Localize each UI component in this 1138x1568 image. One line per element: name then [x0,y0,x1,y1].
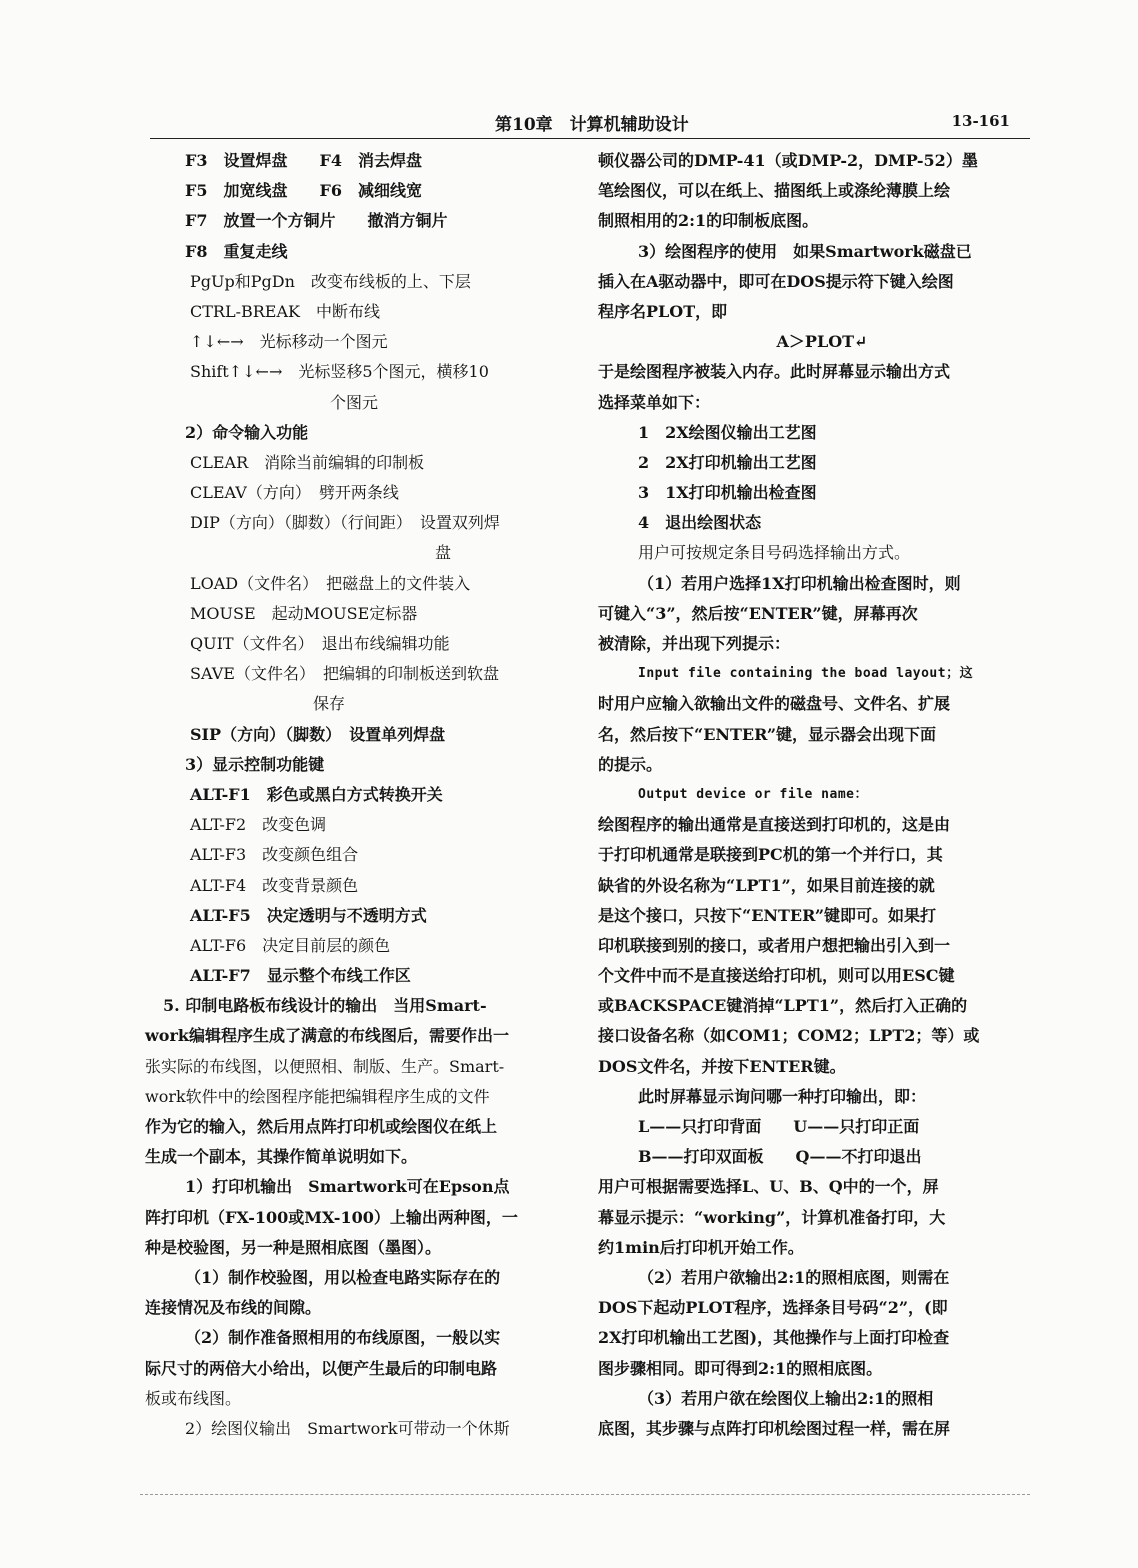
right-text-line: （1）若用户选择1X打印机输出检查图时，则 [638,573,961,593]
right-text-line: 用户可根据需要选择L、U、B、Q中的一个，屏 [598,1177,939,1197]
left-text-line: 板或布线图。 [145,1388,242,1408]
right-text-line: 选择菜单如下： [598,392,711,412]
right-column [598,146,1026,1444]
right-text-line: 制照相用的2:1的印制板底图。 [598,211,819,231]
left-text-line: ALT-F4 改变背景颜色 [190,875,359,895]
left-text-line: 作为它的输入，然后用点阵打印机或绘图仪在纸上 [145,1117,498,1136]
left-text-line: MOUSE 起动MOUSE定标器 [190,603,418,623]
left-text-line: 2）绘图仪输出 Smartwork可带动一个休斯 [185,1418,510,1438]
right-text-line: 3 1X打印机输出检查图 [638,483,817,503]
right-text-line: 接口设备名称（如COM1；COM2；LPT2；等）或 [598,1026,980,1046]
right-text-line: 2X打印机输出工艺图)，其他操作与上面打印检查 [598,1328,950,1348]
left-text-line: ALT-F7 显示整个布线工作区 [190,966,411,986]
left-text-line: ALT-F2 改变色调 [190,815,327,835]
left-text-line: ALT-F6 决定目前层的颜色 [190,935,391,955]
left-text-line: CTRL-BREAK 中断布线 [190,301,380,321]
left-text-line: 2）命令输入功能 [185,422,309,442]
right-text-line: 1 2X绘图仪输出工艺图 [638,422,817,442]
right-text-line: 个文件中而不是直接送给打印机，则可以用ESC键 [598,966,955,986]
page-header [150,104,1030,134]
left-text-line: DIP（方向）（脚数）（行间距） 设置双列焊 [190,513,500,533]
left-text-line: Shift↑↓←→ 光标竖移5个图元，横移10 [190,362,489,382]
left-text-line: ↑↓←→ 光标移动一个图元 [190,332,388,352]
right-text-line: 插入在A驱动器中，即可在DOS提示符下键入绘图 [598,271,954,291]
right-text-line: 时用户应输入欲输出文件的磁盘号、文件名、扩展 [598,694,951,714]
right-text-line: 底图，其步骤与点阵打印机绘图过程一样，需在屏 [598,1418,951,1438]
right-text-line: 于打印机通常是联接到PC机的第一个并行口，其 [598,845,943,865]
left-text-line: CLEAV（方向） 劈开两条线 [190,483,399,503]
left-column [145,146,573,1444]
left-text-line: 连接情况及布线的间隙。 [145,1298,322,1318]
left-text-line: F8 重复走线 [185,241,288,261]
page-number: 13-161 [951,112,1010,130]
left-text-line: 3）显示控制功能键 [185,754,325,774]
right-text-line: （3）若用户欲在绘图仪上输出2:1的照相 [638,1388,934,1408]
right-text-line: 幕显示提示：“working”，计算机准备打印，大 [598,1207,946,1227]
left-text-line: 个图元 [330,392,379,412]
header-rule [150,138,1030,139]
left-text-line: F5 加宽线盘 F6 减细线宽 [185,181,422,201]
left-text-line: QUIT（文件名） 退出布线编辑功能 [190,634,450,653]
left-text-line: work软件中的绘图程序能把编辑程序生成的文件 [145,1086,490,1106]
right-text-line: A＞PLOT↵ [776,332,868,352]
right-text-line: （2）若用户欲输出2:1的照相底图，则需在 [638,1267,950,1287]
right-text-line: B——打印双面板 Q——不打印退出 [638,1147,922,1167]
left-text-line: PgUp和PgDn 改变布线板的上、下层 [190,271,471,291]
left-text-line: SIP（方向）（脚数） 设置单列焊盘 [190,724,446,744]
left-text-line: LOAD（文件名） 把磁盘上的文件装入 [190,573,471,593]
right-text-line: 用户可按规定条目号码选择输出方式。 [638,543,911,563]
right-text-line: 程序名PLOT，即 [598,301,728,321]
right-text-line: 顿仪器公司的DMP-41（或DMP-2，DMP-52）墨 [598,151,978,170]
right-text-line: 是这个接口，只按下“ENTER”键即可。如果打 [598,905,937,925]
left-text-line: 盘 [435,543,452,563]
left-text-line: CLEAR 消除当前编辑的印制板 [190,452,425,472]
right-text-line: 图步骤相同。即可得到2:1的照相底图。 [598,1358,883,1378]
right-text-line: 绘图程序的输出通常是直接送到打印机的，这是由 [598,815,951,835]
chapter-title: 第10章 计算机辅助设计 [495,115,689,135]
right-text-line: 的提示。 [598,754,663,774]
right-text-line: Input file containing the boad layout；这 [638,666,974,682]
right-text-line: 名，然后按下“ENTER”键，显示器会出现下面 [598,724,937,744]
left-text-line: 5. 印制电路板布线设计的输出 当用Smart- [163,996,487,1016]
right-text-line: Output device or file name： [638,786,868,802]
right-text-line: 3）绘图程序的使用 如果Smartwork磁盘已 [638,241,972,261]
left-text-line: SAVE（文件名） 把编辑的印制板送到软盘 [190,664,499,684]
left-text-line: 生成一个副本，其操作简单说明如下。 [145,1147,418,1167]
right-text-line: DOS文件名，并按下ENTER键。 [598,1056,846,1076]
right-text-line: L——只打印背面 U——只打印正面 [638,1117,920,1136]
right-text-line: 或BACKSPACE键消掉“LPT1”，然后打入正确的 [598,996,968,1016]
right-text-line: 2 2X打印机输出工艺图 [638,452,817,472]
left-text-line: 张实际的布线图，以便照相、制版、生产。Smart- [145,1056,505,1076]
right-text-line: 4 退出绘图状态 [638,513,762,533]
left-text-line: （2）制作准备照相用的布线原图，一般以实 [185,1328,501,1348]
right-text-line: 印机联接到别的接口，或者用户想把输出引入到一 [598,935,951,955]
right-text-line: DOS下起动PLOT程序，选择条目号码“2”，(即 [598,1298,948,1318]
left-text-line: F7 放置一个方铜片 撤消方铜片 [185,211,448,231]
right-text-line: 笔绘图仪，可以在纸上、描图纸上或涤纶薄膜上绘 [598,181,951,201]
right-text-line: 此时屏幕显示询问哪一种打印输出，即： [638,1086,927,1106]
left-text-line: ALT-F1 彩色或黑白方式转换开关 [190,784,443,804]
right-text-line: 约1min后打印机开始工作。 [598,1237,804,1257]
right-text-line: 缺省的外设名称为“LPT1”，如果目前连接的就 [598,875,935,895]
left-text-line: ALT-F3 改变颜色组合 [190,845,359,865]
left-text-line: 际尺寸的两倍大小给出，以便产生最后的印制电路 [145,1358,498,1378]
left-text-line: 阵打印机（FX-100或MX-100）上输出两种图，一 [145,1207,518,1227]
left-text-line: work编辑程序生成了满意的布线图后，需要作出一 [145,1026,509,1046]
left-text-line: 1）打印机输出 Smartwork可在Epson点 [185,1177,510,1197]
bottom-dashed-rule [140,1494,1030,1495]
left-text-line: 保存 [313,694,346,714]
right-text-line: 可键入“3”，然后按“ENTER”键，屏幕再次 [598,603,918,623]
left-text-line: 种是校验图，另一种是照相底图（墨图）。 [145,1237,442,1257]
right-text-line: 被清除，并出现下列提示： [598,634,791,653]
right-text-line: 于是绘图程序被装入内存。此时屏幕显示输出方式 [598,362,951,382]
left-text-line: （1）制作校验图，用以检查电路实际存在的 [185,1267,501,1287]
left-text-line: ALT-F5 决定透明与不透明方式 [190,905,427,925]
left-text-line: F3 设置焊盘 F4 消去焊盘 [185,151,422,170]
